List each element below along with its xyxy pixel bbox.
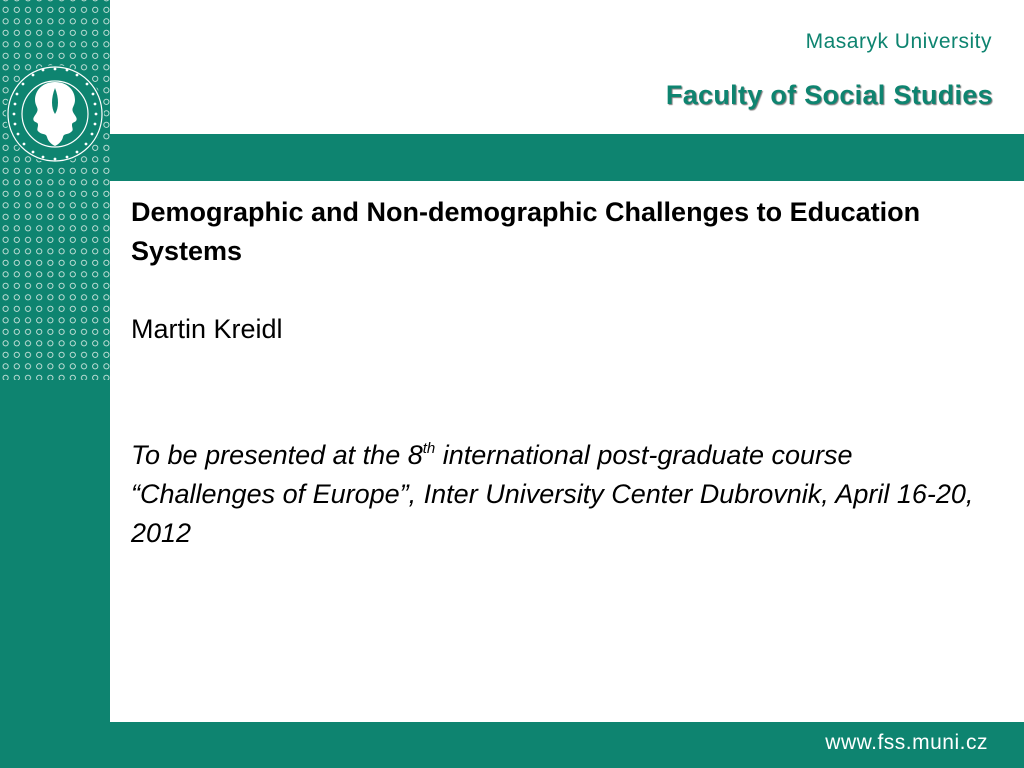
slide-title: Demographic and Non-demographic Challenges to Education Systems [131, 197, 921, 266]
note-superscript: th [422, 440, 436, 457]
presentation-note [131, 436, 1001, 553]
footer-url: www.fss.muni.cz [825, 731, 988, 754]
university-name: Masaryk University [805, 30, 992, 53]
note-text-start: To be presented at the 8 [131, 440, 423, 470]
triangle-circle-pattern [0, 0, 110, 380]
faces-vase-seal-icon [5, 64, 105, 164]
note-text-end: international post-graduate course “Challenges of Europe”, Inter University Center Dubrovnik, April 16-20, 2012 [131, 440, 974, 548]
top-green-band [110, 134, 1024, 181]
left-sidebar-bar [0, 0, 110, 768]
faculty-name: Faculty of Social Studies [665, 80, 993, 110]
author-name: Martin Kreidl [131, 314, 283, 344]
